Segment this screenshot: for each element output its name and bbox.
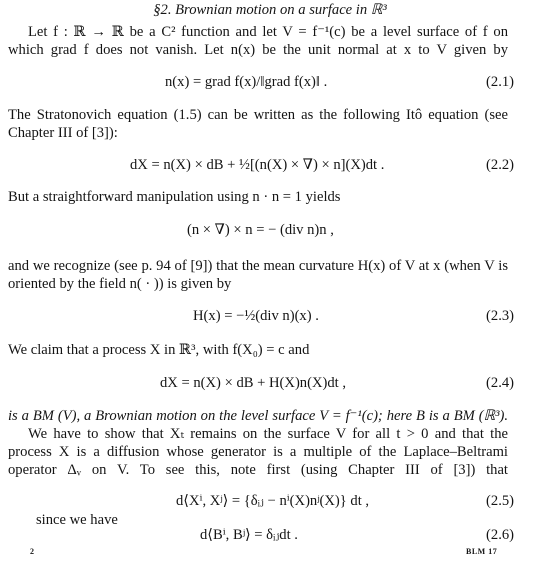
equation-formula: H(x) = −½(div n)(x) . xyxy=(193,308,319,324)
text-line: The Stratonovich equation (1.5) can be written as the following Itô equation (see xyxy=(8,107,508,123)
equation-formula: d⟨Bⁱ, Bʲ⟩ = δᵢⱼdt . xyxy=(200,527,298,543)
text-line: process X is a diffusion whose generator is a multiple of the Laplace–Beltrami xyxy=(8,444,508,460)
text-line: operator Δᵥ on V. To see this, note first (using Chapter III of [3]) that xyxy=(8,462,508,478)
equation-number: (2.4) xyxy=(486,375,514,391)
equation-number: (2.2) xyxy=(486,157,514,173)
equation-formula: (n × ∇) × n = − (div n)n , xyxy=(187,222,334,238)
text-line: Chapter III of [3]): xyxy=(8,125,118,141)
paragraph-5: We claim that a process X in ℝ³, with f(X₀) = c and xyxy=(8,342,310,358)
text-line: Let f : ℝ → ℝ be a C² function and let V = f⁻¹(c) be a level surface of f on xyxy=(28,24,508,40)
equation-number: (2.6) xyxy=(486,527,514,543)
text-line: which grad f does not vanish. Let n(x) be the unit normal at x to V given by xyxy=(8,42,508,58)
paragraph-8: since we have xyxy=(36,512,118,528)
equation-number: (2.5) xyxy=(486,493,514,509)
paragraph-6: is a BM (V), a Brownian motion on the level surface V = f⁻¹(c); here B is a BM (ℝ³). xyxy=(8,408,508,424)
equation-formula: dX = n(X) × dB + H(X)n(X)dt , xyxy=(160,375,347,391)
signature-mark: BLM 17 xyxy=(466,547,498,556)
text-line: We have to show that Xₜ remains on the surface V for all t > 0 and that the xyxy=(28,426,508,442)
text-line: and we recognize (see p. 94 of [9]) that the mean curvature H(x) of V at x (when V is xyxy=(8,258,508,274)
equation-formula: dX = n(X) × dB + ½[(n(X) × ∇) × n](X)dt . xyxy=(130,157,385,173)
equation-number: (2.3) xyxy=(486,308,514,324)
equation-formula: d⟨Xⁱ, Xʲ⟩ = {δᵢⱼ − nⁱ(X)nʲ(X)} dt , xyxy=(176,493,370,509)
equation-number: (2.1) xyxy=(486,74,514,90)
page-number: 2 xyxy=(30,547,35,556)
equation-formula: n(x) = grad f(x)/‖grad f(x)‖ . xyxy=(165,74,328,90)
paragraph-3: But a straightforward manipulation using n · n = 1 yields xyxy=(8,189,341,205)
section-heading: §2. Brownian motion on a surface in ℝ³ xyxy=(153,2,387,18)
text-line: oriented by the field n( · )) is given by xyxy=(8,276,232,292)
